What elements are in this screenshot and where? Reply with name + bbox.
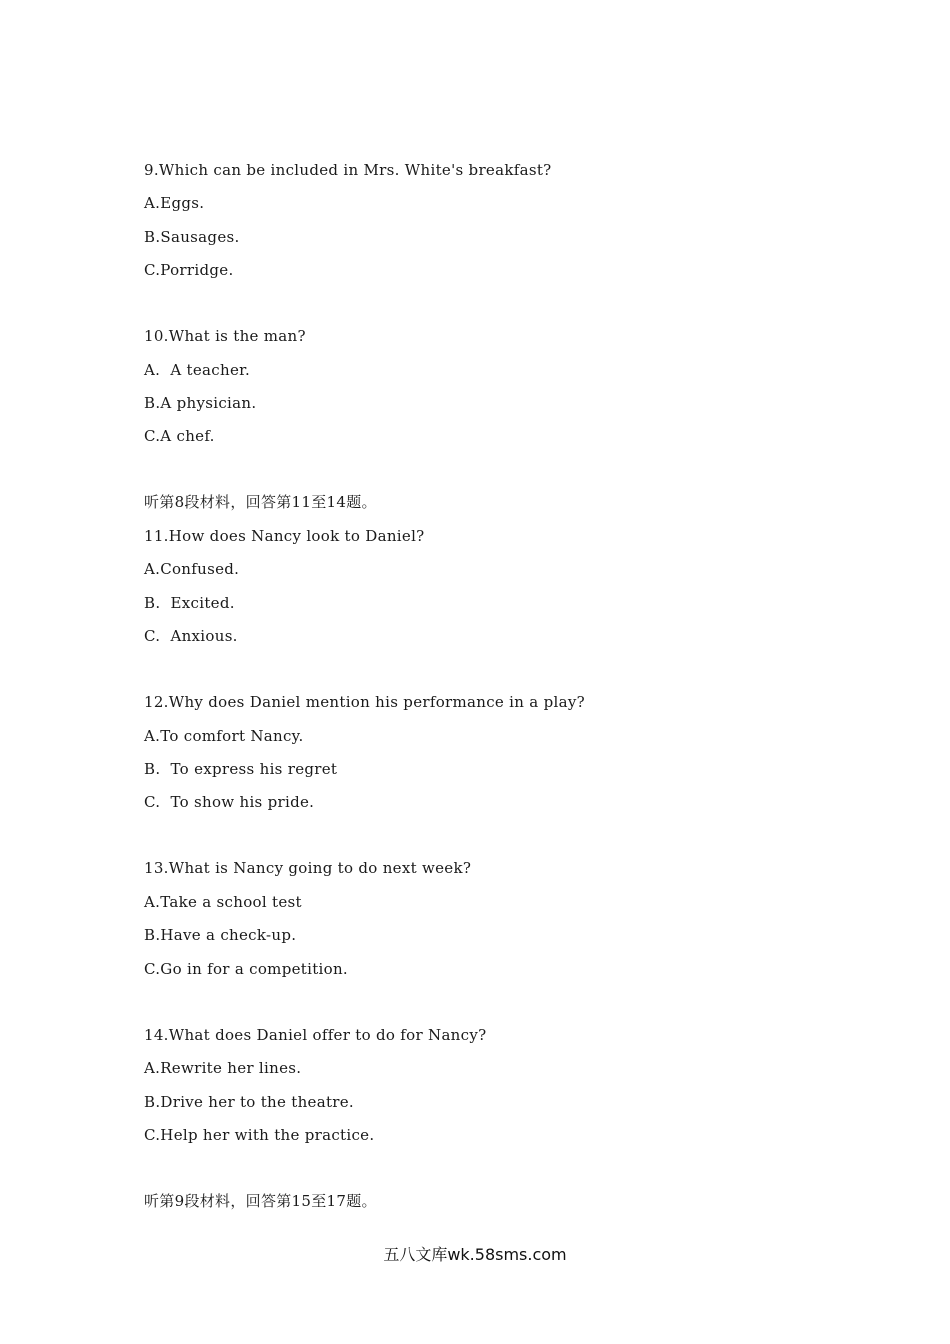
- option-10a: A. A teacher.: [144, 361, 251, 379]
- footer-watermark: 五八文库wk.58sms.com: [383, 1245, 567, 1264]
- option-12a: A.To comfort Nancy.: [144, 727, 304, 745]
- option-9b: B.Sausages.: [144, 228, 240, 246]
- section-heading-8: 听第8段材料，回答第11至14题。: [144, 493, 377, 511]
- option-14c: C.Help her with the practice.: [144, 1126, 375, 1144]
- section-heading-9: 听第9段材料，回答第15至17题。: [144, 1192, 377, 1210]
- option-11a: A.Confused.: [144, 560, 240, 578]
- question-9: 9.Which can be included in Mrs. White's breakfast?: [144, 161, 552, 179]
- question-13: 13.What is Nancy going to do next week?: [144, 859, 472, 877]
- question-10: 10.What is the man?: [144, 327, 306, 345]
- option-9a: A.Eggs.: [144, 194, 205, 212]
- question-14: 14.What does Daniel offer to do for Nancy?: [144, 1026, 487, 1044]
- option-14a: A.Rewrite her lines.: [144, 1059, 302, 1077]
- option-13a: A.Take a school test: [144, 893, 302, 911]
- option-14b: B.Drive her to the theatre.: [144, 1093, 354, 1111]
- option-11b: B. Excited.: [144, 594, 235, 612]
- option-13c: C.Go in for a competition.: [144, 960, 348, 978]
- option-12b: B. To express his regret: [144, 760, 338, 778]
- option-10b: B.A physician.: [144, 394, 257, 412]
- option-13b: B.Have a check-up.: [144, 926, 297, 944]
- option-9c: C.Porridge.: [144, 261, 234, 279]
- question-12: 12.Why does Daniel mention his performance in a play?: [144, 693, 585, 711]
- question-11: 11.How does Nancy look to Daniel?: [144, 527, 425, 545]
- option-10c: C.A chef.: [144, 427, 215, 445]
- option-11c: C. Anxious.: [144, 627, 238, 645]
- option-12c: C. To show his pride.: [144, 793, 315, 811]
